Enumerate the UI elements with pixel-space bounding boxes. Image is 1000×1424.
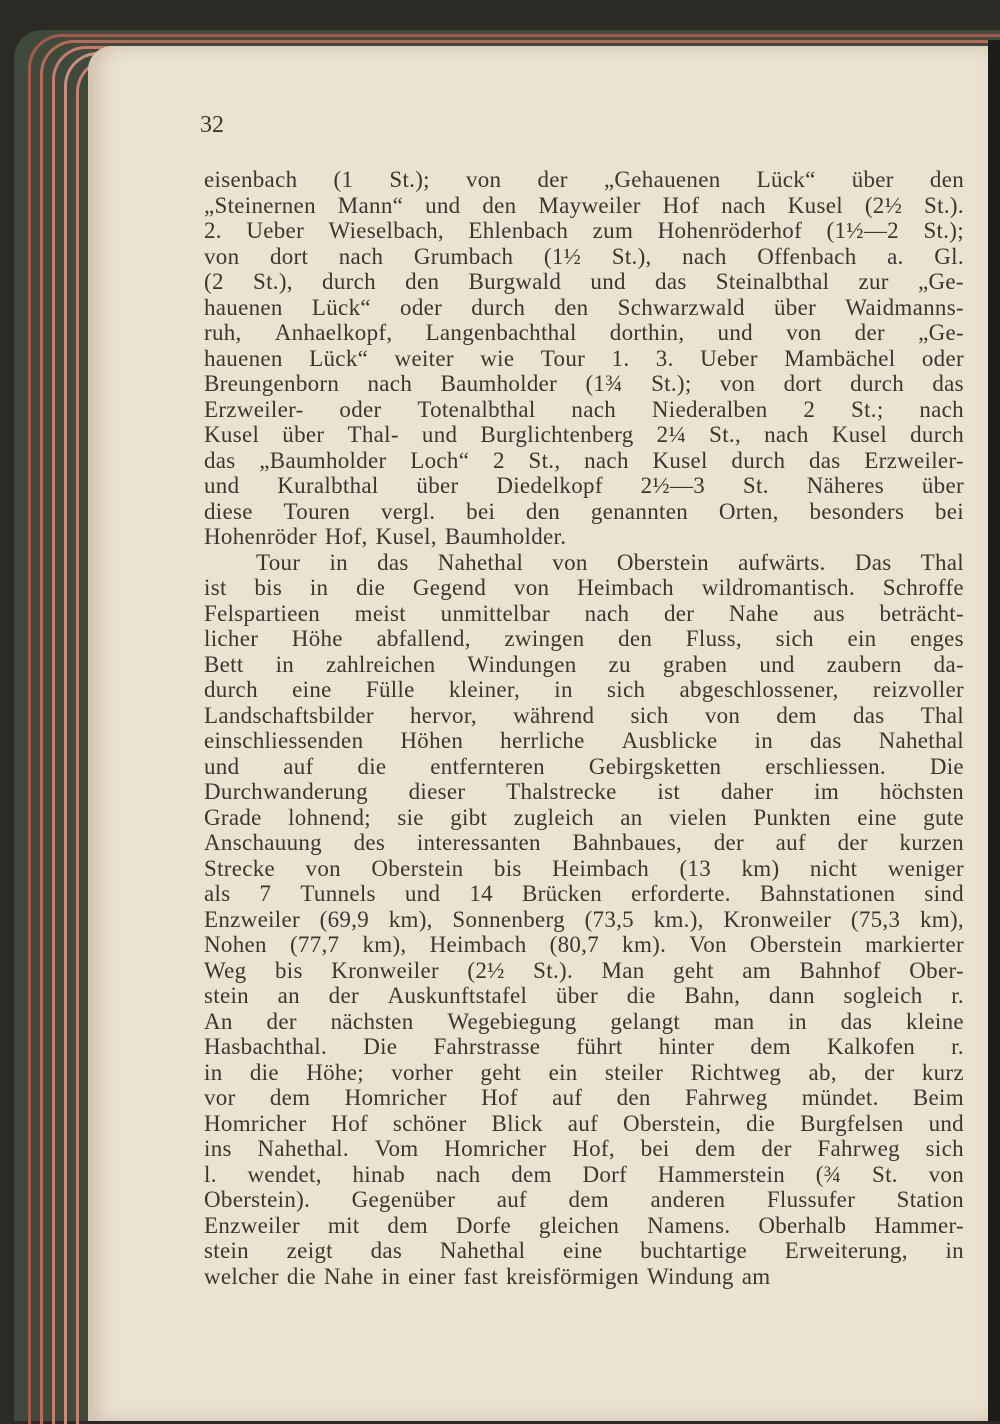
text-line: hauenen Lück“ oder durch den Schwarzwald über Waidmanns-	[204, 294, 964, 320]
text-line: Hasbachthal. Die Fahrstrasse führt hinter dem Kalkofen r.	[204, 1034, 964, 1059]
text-line: ist bis in die Gegend von Heimbach wildromantisch. Schroffe	[204, 575, 964, 600]
text-line: in die Höhe; vorher geht ein steiler Richtweg ab, der kurz	[204, 1059, 964, 1085]
text-line: l. wendet, hinab nach dem Dorf Hammerstein (¾ St. von	[204, 1161, 964, 1187]
text-line: Erzweiler- oder Totenalbthal nach Niederalben 2 St.; nach	[204, 396, 964, 422]
text-line: ins Nahethal. Vom Homricher Hof, bei dem der Fahrweg sich	[204, 1136, 964, 1161]
text-line: und auf die entfernteren Gebirgsketten erschliessen. Die	[204, 753, 964, 779]
page-text	[204, 167, 964, 1289]
text-line: (2 St.), durch den Burgwald und das Steinalbthal zur „Ge-	[204, 269, 964, 294]
text-line: das „Baumholder Loch“ 2 St., nach Kusel durch das Erzweiler-	[204, 447, 964, 473]
text-line: vor dem Homricher Hof auf den Fahrweg mündet. Beim	[204, 1085, 964, 1110]
text-line: eisenbach (1 St.); von der „Gehauenen Lück“ über den	[204, 167, 964, 192]
text-line: welcher die Nahe in einer fast kreisförmigen Windung am	[204, 1263, 771, 1289]
text-line: als 7 Tunnels und 14 Brücken erforderte. Bahnstationen sind	[204, 881, 964, 906]
page-gutter	[988, 40, 1000, 1421]
text-line: und Kuralbthal über Diedelkopf 2½—3 St. Näheres über	[204, 473, 964, 498]
text-line: Felspartieen meist unmittelbar nach der Nahe aus beträcht-	[204, 600, 964, 626]
text-line: 2. Ueber Wieselbach, Ehlenbach zum Hohenröderhof (1½—2 St.);	[204, 218, 964, 243]
text-line: Tour in das Nahethal von Oberstein aufwärts. Das Thal	[256, 549, 964, 575]
text-line: Enzweiler (69,9 km), Sonnenberg (73,5 km.), Kronweiler (75,3 km),	[204, 906, 964, 932]
text-line: Durchwanderung dieser Thalstrecke ist daher im höchsten	[204, 779, 964, 804]
text-line: Breungenborn nach Baumholder (1¾ St.); von dort durch das	[204, 371, 964, 396]
text-line: einschliessenden Höhen herrliche Ausblicke in das Nahethal	[204, 728, 964, 753]
text-line: Homricher Hof schöner Blick auf Oberstein, die Burgfelsen und	[204, 1110, 964, 1136]
text-line: Landschaftsbilder hervor, während sich von dem das Thal	[204, 702, 964, 728]
text-line: Strecke von Oberstein bis Heimbach (13 km) nicht weniger	[204, 855, 964, 881]
text-line: durch eine Fülle kleiner, in sich abgeschlossener, reizvoller	[204, 677, 964, 702]
text-line: „Steinernen Mann“ und den Mayweiler Hof nach Kusel (2½ St.).	[204, 192, 964, 218]
text-line: Grade lohnend; sie gibt zugleich an vielen Punkten eine gute	[204, 804, 964, 830]
text-line: Kusel über Thal- und Burglichtenberg 2¼ St., nach Kusel durch	[204, 422, 964, 447]
text-line: stein zeigt das Nahethal eine buchtartige Erweiterung, in	[204, 1238, 964, 1263]
text-line: ruh, Anhaelkopf, Langenbachthal dorthin, und von der „Ge-	[204, 320, 964, 345]
text-line: Bett in zahlreichen Windungen zu graben und zaubern da-	[204, 651, 964, 677]
text-line: stein an der Auskunftstafel über die Bahn, dann sogleich r.	[204, 983, 964, 1008]
text-line: Weg bis Kronweiler (2½ St.). Man geht am Bahnhof Ober-	[204, 957, 964, 983]
page-number: 32	[200, 112, 224, 138]
text-line: Nohen (77,7 km), Heimbach (80,7 km). Von Oberstein markierter	[204, 932, 964, 957]
text-line: Hohenröder Hof, Kusel, Baumholder.	[204, 524, 567, 549]
text-line: diese Touren vergl. bei den genannten Orten, besonders bei	[204, 498, 964, 524]
text-line: Anschauung des interessanten Bahnbaues, der auf der kurzen	[204, 830, 964, 855]
text-line: licher Höhe abfallend, zwingen den Fluss, sich ein enges	[204, 626, 964, 651]
text-line: Oberstein). Gegenüber auf dem anderen Flussufer Station	[204, 1187, 964, 1212]
text-line: hauenen Lück“ weiter wie Tour 1. 3. Ueber Mambächel oder	[204, 345, 964, 371]
text-line: von dort nach Grumbach (1½ St.), nach Offenbach a. Gl.	[204, 243, 964, 269]
text-line: Enzweiler mit dem Dorfe gleichen Namens. Oberhalb Hammer-	[204, 1212, 964, 1238]
text-line: An der nächsten Wegebiegung gelangt man in das kleine	[204, 1008, 964, 1034]
